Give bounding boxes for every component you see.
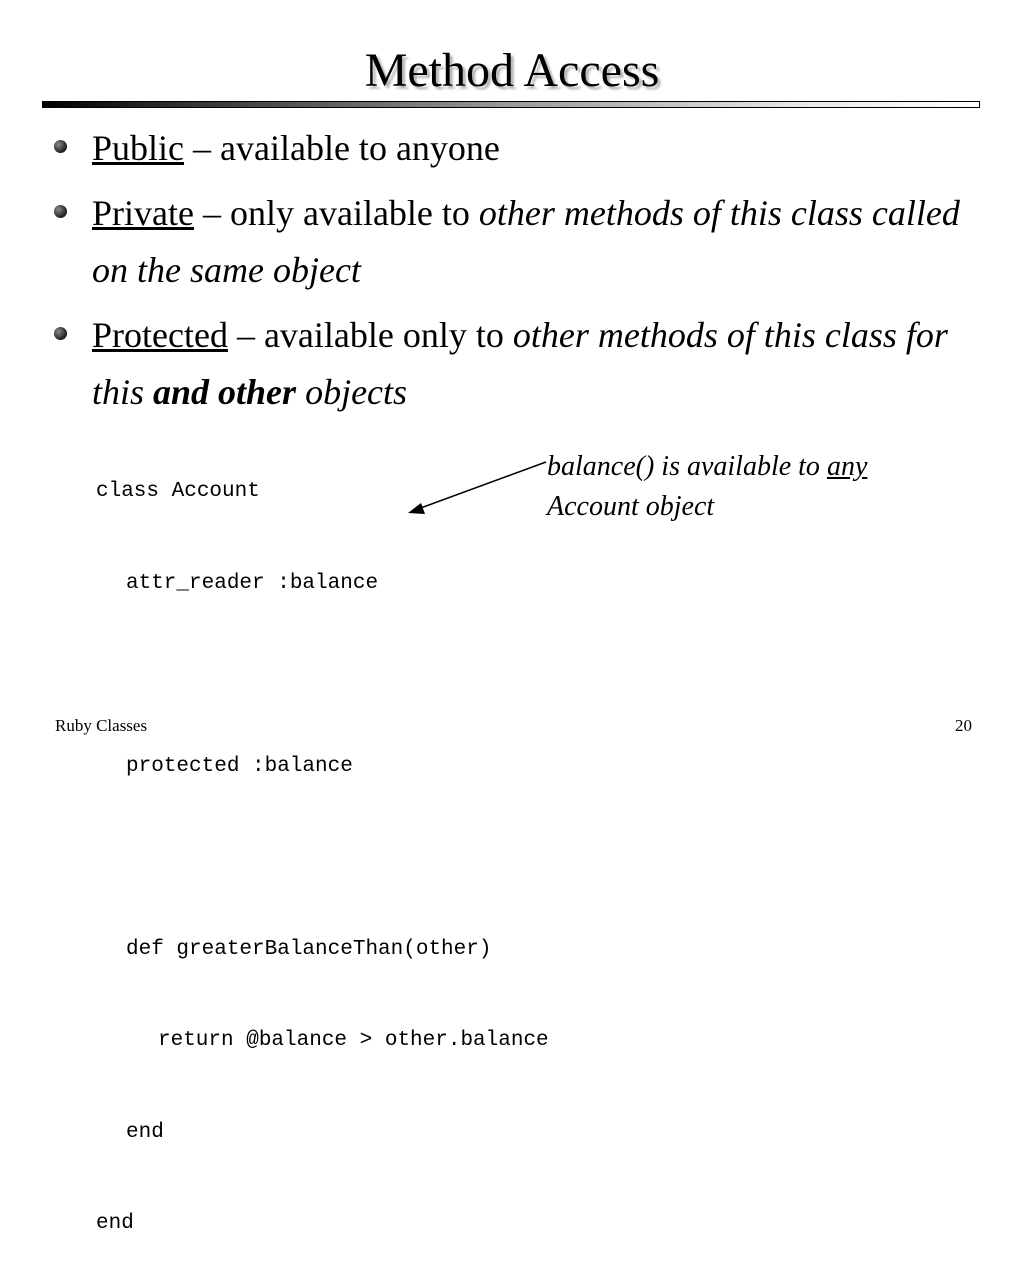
bullet-dot-icon [54, 327, 67, 340]
title-underline-bar [42, 101, 980, 108]
code-line [96, 660, 549, 691]
code-line: end [96, 1212, 134, 1235]
bullet-term: Public [92, 128, 185, 168]
bullet-dot-icon [54, 140, 67, 153]
callout-note [547, 447, 967, 527]
code-line: protected :balance [126, 754, 353, 778]
code-line [96, 843, 549, 874]
code-line: def greaterBalanceThan(other) [126, 937, 492, 961]
footer-course-label: Ruby Classes [55, 716, 148, 735]
bullet-text: – available only to [227, 315, 513, 355]
bullet-italic-end-text: objects [296, 372, 408, 412]
callout-line-1 [547, 447, 967, 487]
code-line: attr_reader :balance [126, 571, 379, 595]
bullet-text: – only available to [193, 193, 479, 233]
code-block [96, 416, 549, 1270]
bullet-italic-text: other methods of this class for this [92, 315, 948, 412]
bullet-bold-italic-text: and other [153, 372, 297, 412]
bullet-term: Protected [92, 315, 228, 355]
callout-underlined-word: any [826, 451, 868, 482]
footer-page-number: 20 [955, 716, 972, 735]
code-line: class Account [96, 480, 260, 503]
bullet-dot-icon [54, 205, 67, 218]
slide-title: Method Access [364, 44, 660, 97]
bullet-public [52, 120, 982, 177]
bullet-term: Private [92, 193, 194, 233]
bullet-private [52, 185, 982, 299]
bullet-list [52, 120, 982, 429]
bullet-protected [52, 307, 982, 421]
callout-text: balance() is available to [547, 451, 827, 482]
callout-line-2: Account object [547, 491, 715, 522]
code-line: end [126, 1120, 164, 1144]
bullet-text: – available to anyone [184, 128, 500, 168]
bullet-italic-text: other methods of this class called on the same object [92, 193, 960, 290]
code-line: return @balance > other.balance [158, 1029, 549, 1052]
